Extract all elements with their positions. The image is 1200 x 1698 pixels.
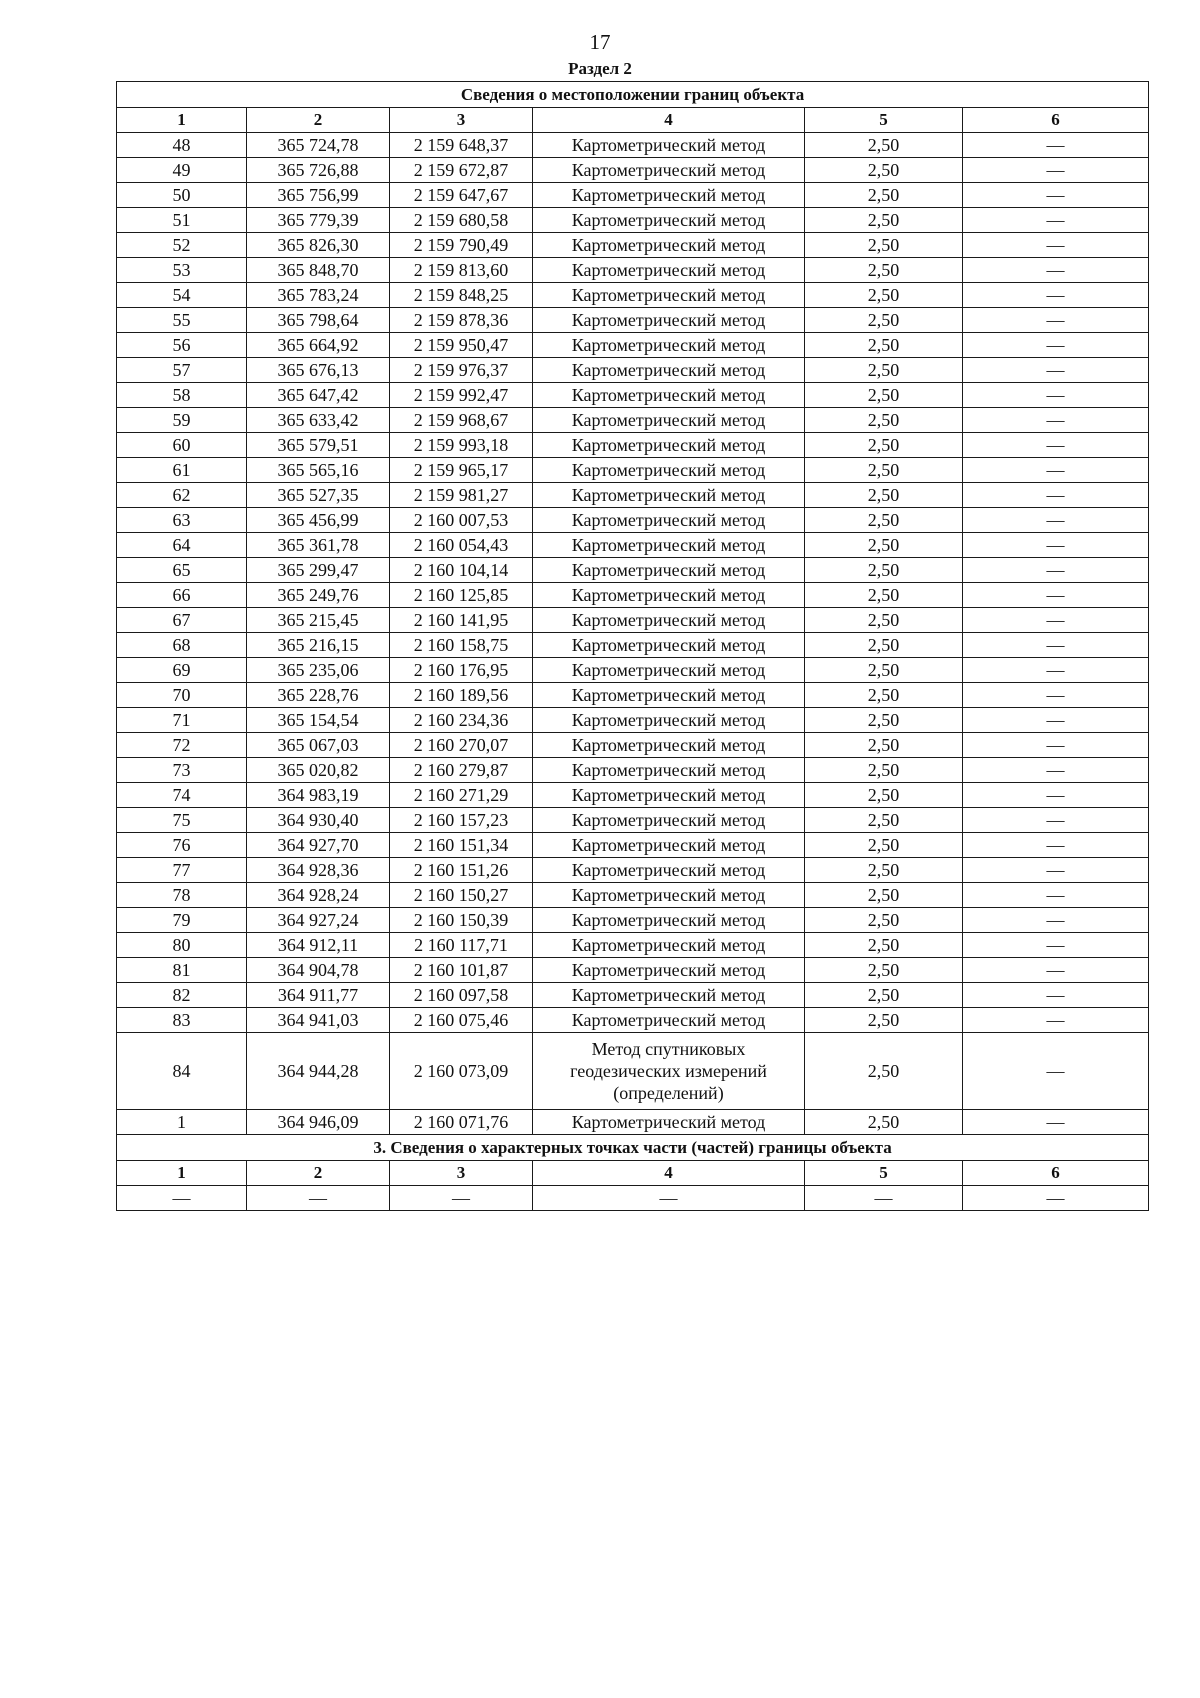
table-cell: 365 067,03 — [247, 733, 390, 758]
table-cell: — — [963, 208, 1149, 233]
table-cell: 365 826,30 — [247, 233, 390, 258]
table-cell: — — [963, 308, 1149, 333]
table-cell: 2,50 — [805, 833, 963, 858]
table-cell: — — [963, 433, 1149, 458]
table-cell: 365 228,76 — [247, 683, 390, 708]
table-cell: 365 756,99 — [247, 183, 390, 208]
table-cell: 49 — [117, 158, 247, 183]
table-cell: Картометрический метод — [533, 333, 805, 358]
table-cell: Картометрический метод — [533, 358, 805, 383]
section3-header-row — [117, 1161, 1149, 1186]
table-cell: Картометрический метод — [533, 1110, 805, 1135]
table-row — [117, 183, 1149, 208]
table-cell: — — [963, 458, 1149, 483]
table-row — [117, 258, 1149, 283]
table-cell: 2,50 — [805, 658, 963, 683]
table-cell: 2 160 176,95 — [390, 658, 533, 683]
table-cell: 364 983,19 — [247, 783, 390, 808]
table-cell: Картометрический метод — [533, 158, 805, 183]
table-cell: 2,50 — [805, 608, 963, 633]
table-cell: — — [533, 1186, 805, 1211]
table-cell: 364 911,77 — [247, 983, 390, 1008]
table-cell: 2,50 — [805, 708, 963, 733]
table-cell: Картометрический метод — [533, 308, 805, 333]
table-cell: 75 — [117, 808, 247, 833]
table-cell: Картометрический метод — [533, 658, 805, 683]
table-cell: 76 — [117, 833, 247, 858]
table-cell: 365 664,92 — [247, 333, 390, 358]
column-header: 1 — [117, 108, 247, 133]
table-cell: Картометрический метод — [533, 808, 805, 833]
table-cell: — — [963, 1008, 1149, 1033]
table-cell: 2 160 189,56 — [390, 683, 533, 708]
table-row — [117, 508, 1149, 533]
column-header: 4 — [533, 1161, 805, 1186]
table-cell: 2,50 — [805, 383, 963, 408]
table-cell: Картометрический метод — [533, 908, 805, 933]
column-header: 4 — [533, 108, 805, 133]
table-row — [117, 483, 1149, 508]
table-row — [117, 558, 1149, 583]
page-number: 17 — [589, 30, 611, 54]
table-cell: 364 928,24 — [247, 883, 390, 908]
table-cell: 2,50 — [805, 908, 963, 933]
table-cell: 2 159 813,60 — [390, 258, 533, 283]
table-row — [117, 808, 1149, 833]
column-header: 2 — [247, 1161, 390, 1186]
table-cell: Картометрический метод — [533, 458, 805, 483]
table-cell: 2 160 071,76 — [390, 1110, 533, 1135]
table-cell: 2,50 — [805, 683, 963, 708]
table-cell: 364 944,28 — [247, 1033, 390, 1110]
table-cell: 364 930,40 — [247, 808, 390, 833]
table-cell: 2,50 — [805, 958, 963, 983]
table-cell: 73 — [117, 758, 247, 783]
table-cell: 56 — [117, 333, 247, 358]
table-cell: — — [963, 383, 1149, 408]
table-cell: 365 020,82 — [247, 758, 390, 783]
table-row — [117, 958, 1149, 983]
table-cell: 54 — [117, 283, 247, 308]
table-cell: Картометрический метод — [533, 858, 805, 883]
table-cell: 2,50 — [805, 633, 963, 658]
table-cell: 364 941,03 — [247, 1008, 390, 1033]
table-cell: 2,50 — [805, 433, 963, 458]
table-cell: 62 — [117, 483, 247, 508]
table-cell: 365 676,13 — [247, 358, 390, 383]
table-cell: — — [963, 908, 1149, 933]
table-cell: 1 — [117, 1110, 247, 1135]
table-cell: 50 — [117, 183, 247, 208]
table-cell: 2,50 — [805, 883, 963, 908]
table-cell: 2 159 950,47 — [390, 333, 533, 358]
table-cell: 2,50 — [805, 1008, 963, 1033]
table-cell: Картометрический метод — [533, 708, 805, 733]
table-cell: 365 249,76 — [247, 583, 390, 608]
table-row — [117, 458, 1149, 483]
table-cell: 68 — [117, 633, 247, 658]
table-title: Сведения о местоположении границ объекта — [117, 82, 1149, 108]
table-cell: Картометрический метод — [533, 408, 805, 433]
table-cell: 72 — [117, 733, 247, 758]
table-cell: 2,50 — [805, 283, 963, 308]
table-row — [117, 633, 1149, 658]
table-cell: Картометрический метод — [533, 258, 805, 283]
boundary-points-table — [116, 81, 1149, 1211]
table-cell: Картометрический метод — [533, 383, 805, 408]
table-cell: Картометрический метод — [533, 783, 805, 808]
table-cell: 365 647,42 — [247, 383, 390, 408]
table-cell: 2,50 — [805, 983, 963, 1008]
table-cell: 2 159 993,18 — [390, 433, 533, 458]
table-cell: 2 160 097,58 — [390, 983, 533, 1008]
table-cell: 365 798,64 — [247, 308, 390, 333]
table-cell: — — [963, 508, 1149, 533]
table-cell: — — [963, 808, 1149, 833]
table-cell: 2 159 992,47 — [390, 383, 533, 408]
table-cell: Картометрический метод — [533, 558, 805, 583]
table-cell: 2,50 — [805, 208, 963, 233]
table-cell: 2 159 848,25 — [390, 283, 533, 308]
table-row — [117, 583, 1149, 608]
table-row — [117, 158, 1149, 183]
table-cell: 364 928,36 — [247, 858, 390, 883]
table-cell: 2,50 — [805, 1033, 963, 1110]
table-row — [117, 233, 1149, 258]
table-cell: 2 160 141,95 — [390, 608, 533, 633]
column-header: 3 — [390, 1161, 533, 1186]
table-cell: 51 — [117, 208, 247, 233]
table-cell: 2,50 — [805, 258, 963, 283]
table-cell: 2,50 — [805, 933, 963, 958]
table-cell: 2,50 — [805, 233, 963, 258]
table-cell: 66 — [117, 583, 247, 608]
table-cell: Картометрический метод — [533, 683, 805, 708]
table-cell: Картометрический метод — [533, 233, 805, 258]
table-cell: 2,50 — [805, 308, 963, 333]
table-cell: 2,50 — [805, 858, 963, 883]
table-cell: — — [963, 983, 1149, 1008]
table-cell: 365 299,47 — [247, 558, 390, 583]
column-header: 6 — [963, 1161, 1149, 1186]
table-cell: — — [963, 133, 1149, 158]
table-row — [117, 383, 1149, 408]
table-cell: 69 — [117, 658, 247, 683]
table-cell: 2,50 — [805, 483, 963, 508]
table-cell: 2 159 968,67 — [390, 408, 533, 433]
table-cell: — — [963, 233, 1149, 258]
table-cell: 2 160 101,87 — [390, 958, 533, 983]
table-cell: 2,50 — [805, 808, 963, 833]
table-cell: — — [963, 1186, 1149, 1211]
table-row — [117, 983, 1149, 1008]
table-cell: 365 724,78 — [247, 133, 390, 158]
table-cell: — — [963, 183, 1149, 208]
table-row — [117, 758, 1149, 783]
table-cell: — — [963, 283, 1149, 308]
table-cell: 2 159 965,17 — [390, 458, 533, 483]
table-cell: 2 160 158,75 — [390, 633, 533, 658]
table-cell: Картометрический метод — [533, 958, 805, 983]
table-cell: 55 — [117, 308, 247, 333]
table-row — [117, 533, 1149, 558]
table-cell: 365 783,24 — [247, 283, 390, 308]
table-row — [117, 708, 1149, 733]
table-cell: 2 160 151,26 — [390, 858, 533, 883]
table-cell: 77 — [117, 858, 247, 883]
table-cell: — — [963, 533, 1149, 558]
table-cell: 365 154,54 — [247, 708, 390, 733]
table-cell: 365 216,15 — [247, 633, 390, 658]
table-cell: 58 — [117, 383, 247, 408]
column-header-row — [117, 108, 1149, 133]
table-cell: 65 — [117, 558, 247, 583]
table-cell: Картометрический метод — [533, 183, 805, 208]
table-cell: — — [963, 333, 1149, 358]
table-cell: 48 — [117, 133, 247, 158]
table-row — [117, 608, 1149, 633]
column-header: 5 — [805, 108, 963, 133]
column-header: 1 — [117, 1161, 247, 1186]
table-cell: Картометрический метод — [533, 508, 805, 533]
column-header: 3 — [390, 108, 533, 133]
table-cell: 365 779,39 — [247, 208, 390, 233]
table-cell: 2,50 — [805, 358, 963, 383]
table-cell: 2,50 — [805, 583, 963, 608]
table-cell: 2 160 075,46 — [390, 1008, 533, 1033]
table-cell: — — [963, 1033, 1149, 1110]
table-cell: 2 160 279,87 — [390, 758, 533, 783]
table-cell: 2 160 234,36 — [390, 708, 533, 733]
table-cell: 78 — [117, 883, 247, 908]
table-cell: 2 159 680,58 — [390, 208, 533, 233]
table-cell: — — [963, 858, 1149, 883]
table-cell: 2 160 157,23 — [390, 808, 533, 833]
table-cell: 2 160 151,34 — [390, 833, 533, 858]
table-cell: — — [963, 358, 1149, 383]
table-cell: — — [805, 1186, 963, 1211]
table-cell: 2 159 790,49 — [390, 233, 533, 258]
table-cell: 70 — [117, 683, 247, 708]
table-cell: — — [963, 933, 1149, 958]
table-cell: 2 160 271,29 — [390, 783, 533, 808]
table-cell: 2,50 — [805, 458, 963, 483]
table-cell: 2,50 — [805, 783, 963, 808]
table-row — [117, 208, 1149, 233]
table-cell: 81 — [117, 958, 247, 983]
table-cell: 2 159 981,27 — [390, 483, 533, 508]
table-cell: — — [963, 958, 1149, 983]
table-cell: — — [247, 1186, 390, 1211]
table-cell: — — [963, 733, 1149, 758]
table-cell: 2 160 270,07 — [390, 733, 533, 758]
table-cell: 2 160 054,43 — [390, 533, 533, 558]
table-cell: — — [963, 258, 1149, 283]
table-row — [117, 933, 1149, 958]
table-cell: 2 159 878,36 — [390, 308, 533, 333]
table-cell: Картометрический метод — [533, 758, 805, 783]
table-cell: — — [963, 783, 1149, 808]
table-cell: 2 160 073,09 — [390, 1033, 533, 1110]
table-cell: 2 159 976,37 — [390, 358, 533, 383]
table-cell: 61 — [117, 458, 247, 483]
table-cell: 2,50 — [805, 733, 963, 758]
table-row — [117, 833, 1149, 858]
table-cell: Картометрический метод — [533, 633, 805, 658]
table-cell: 365 361,78 — [247, 533, 390, 558]
table-cell: — — [963, 408, 1149, 433]
table-cell: Картометрический метод — [533, 533, 805, 558]
table-row — [117, 358, 1149, 383]
table-cell: Картометрический метод — [533, 283, 805, 308]
section3-title: 3. Сведения о характерных точках части (частей) границы объекта — [117, 1135, 1149, 1161]
table-cell: 79 — [117, 908, 247, 933]
column-header: 5 — [805, 1161, 963, 1186]
table-cell: 83 — [117, 1008, 247, 1033]
table-cell: Картометрический метод — [533, 733, 805, 758]
table-row — [117, 1110, 1149, 1135]
table-cell: 2 160 150,39 — [390, 908, 533, 933]
table-cell: 57 — [117, 358, 247, 383]
table-row — [117, 733, 1149, 758]
table-cell: Картометрический метод — [533, 933, 805, 958]
table-cell: Картометрический метод — [533, 983, 805, 1008]
table-cell: 63 — [117, 508, 247, 533]
table-cell: 364 912,11 — [247, 933, 390, 958]
table-cell: 71 — [117, 708, 247, 733]
table-cell: 84 — [117, 1033, 247, 1110]
table-cell: — — [963, 708, 1149, 733]
table-cell: Картометрический метод — [533, 833, 805, 858]
table-cell: — — [963, 1110, 1149, 1135]
table-cell: 365 633,42 — [247, 408, 390, 433]
table-cell: Картометрический метод — [533, 1008, 805, 1033]
table-row — [117, 883, 1149, 908]
table-cell: 82 — [117, 983, 247, 1008]
column-header: 6 — [963, 108, 1149, 133]
table-cell: 2,50 — [805, 183, 963, 208]
table-cell: 2,50 — [805, 1110, 963, 1135]
table-cell: — — [963, 483, 1149, 508]
table-cell: 365 456,99 — [247, 508, 390, 533]
table-row — [117, 133, 1149, 158]
table-cell: 2 159 672,87 — [390, 158, 533, 183]
table-row — [117, 783, 1149, 808]
table-cell: 59 — [117, 408, 247, 433]
table-cell: 364 927,24 — [247, 908, 390, 933]
table-cell: — — [963, 608, 1149, 633]
table-row — [117, 333, 1149, 358]
table-cell: 2,50 — [805, 533, 963, 558]
table-cell: 2,50 — [805, 758, 963, 783]
table-cell: 2 160 125,85 — [390, 583, 533, 608]
table-cell: 2 160 150,27 — [390, 883, 533, 908]
table-cell: — — [117, 1186, 247, 1211]
table-cell: 365 527,35 — [247, 483, 390, 508]
table-row — [117, 308, 1149, 333]
table-cell: — — [963, 558, 1149, 583]
table-cell: Картометрический метод — [533, 433, 805, 458]
table-row — [117, 433, 1149, 458]
table-cell: 364 904,78 — [247, 958, 390, 983]
table-cell: — — [963, 658, 1149, 683]
table-cell: — — [963, 758, 1149, 783]
table-cell: Картометрический метод — [533, 883, 805, 908]
table-cell: 52 — [117, 233, 247, 258]
table-cell: 365 565,16 — [247, 458, 390, 483]
table-cell: 365 235,06 — [247, 658, 390, 683]
table-cell: 2,50 — [805, 408, 963, 433]
table-cell: Картометрический метод — [533, 583, 805, 608]
table-cell: 2 160 007,53 — [390, 508, 533, 533]
table-cell: 2,50 — [805, 133, 963, 158]
table-cell: — — [963, 633, 1149, 658]
table-cell: 64 — [117, 533, 247, 558]
table-cell: 2,50 — [805, 158, 963, 183]
column-header: 2 — [247, 108, 390, 133]
table-cell: 365 726,88 — [247, 158, 390, 183]
table-cell: 2,50 — [805, 333, 963, 358]
table-cell: 365 579,51 — [247, 433, 390, 458]
table-cell: 364 927,70 — [247, 833, 390, 858]
table-cell: 60 — [117, 433, 247, 458]
table-cell: — — [963, 583, 1149, 608]
table-row — [117, 683, 1149, 708]
table-cell: 2 160 117,71 — [390, 933, 533, 958]
table-row — [117, 408, 1149, 433]
table-cell: Картометрический метод — [533, 133, 805, 158]
table-cell: — — [963, 158, 1149, 183]
table-cell: 53 — [117, 258, 247, 283]
table-cell: Картометрический метод — [533, 483, 805, 508]
table-cell: 67 — [117, 608, 247, 633]
table-row — [117, 658, 1149, 683]
table-cell: 2,50 — [805, 558, 963, 583]
table-cell: — — [963, 833, 1149, 858]
table-row — [117, 1186, 1149, 1211]
table-cell: — — [963, 683, 1149, 708]
section-label: Раздел 2 — [568, 59, 632, 78]
table-row — [117, 1008, 1149, 1033]
table-cell: 2 159 647,67 — [390, 183, 533, 208]
table-cell: 364 946,09 — [247, 1110, 390, 1135]
table-cell: 365 215,45 — [247, 608, 390, 633]
table-row — [117, 908, 1149, 933]
table-cell: Картометрический метод — [533, 208, 805, 233]
table-row — [117, 1033, 1149, 1110]
table-cell: 365 848,70 — [247, 258, 390, 283]
table-row — [117, 858, 1149, 883]
table-cell: — — [963, 883, 1149, 908]
table-cell: 2,50 — [805, 508, 963, 533]
table-row — [117, 283, 1149, 308]
table-cell: 2 159 648,37 — [390, 133, 533, 158]
section3-title-row — [117, 1135, 1149, 1161]
table-cell: Картометрический метод — [533, 608, 805, 633]
table-cell: 74 — [117, 783, 247, 808]
table-cell: 2 160 104,14 — [390, 558, 533, 583]
table-cell: — — [390, 1186, 533, 1211]
table-cell: 80 — [117, 933, 247, 958]
table-cell: Метод спутниковых геодезических измерений (определений) — [533, 1033, 805, 1110]
